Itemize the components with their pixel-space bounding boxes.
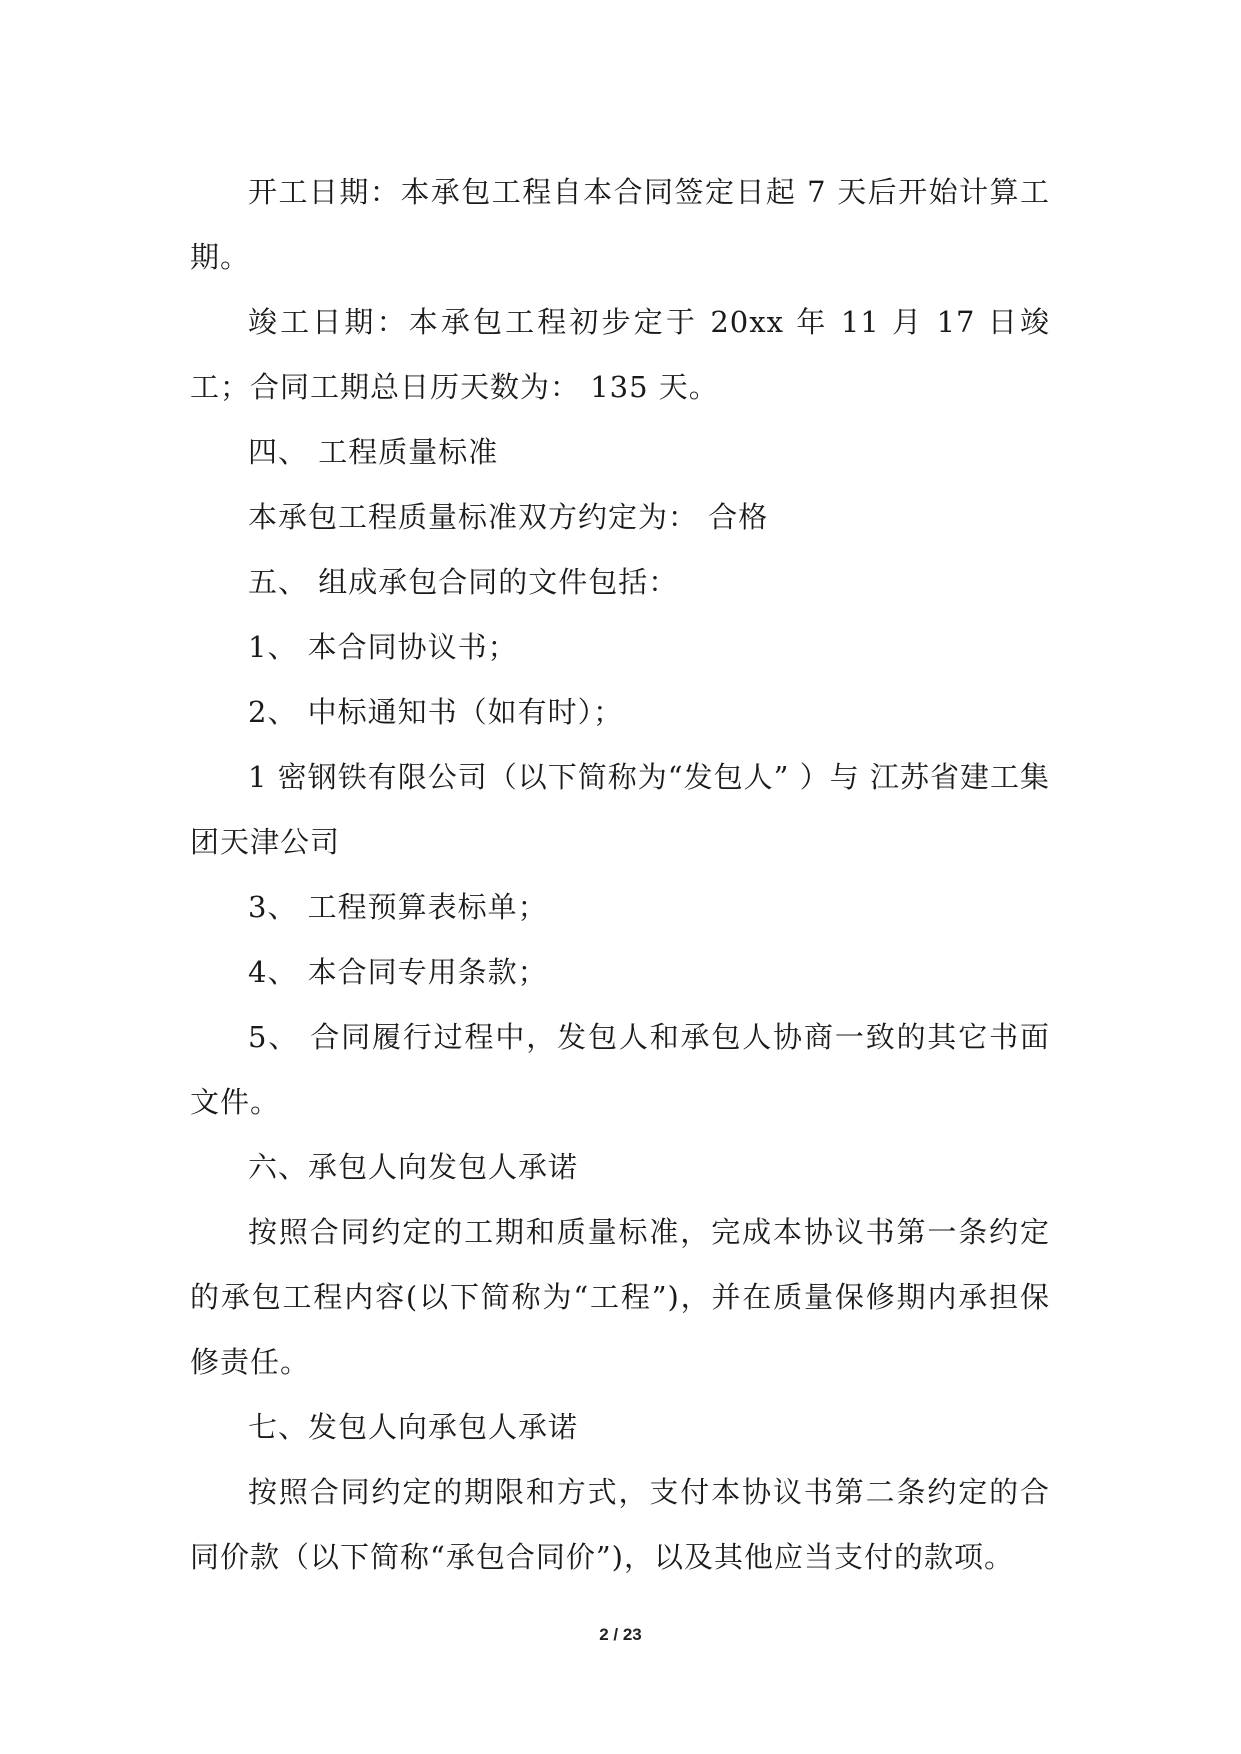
paragraph-completion-date: 竣工日期：本承包工程初步定于 20xx 年 11 月 17 日竣工；合同工期总日历天数为： 135 天。: [190, 305, 1050, 404]
section-heading-quality-standard: 四、 工程质量标准: [248, 435, 499, 469]
paragraph-quality-standard: 本承包工程质量标准双方约定为： 合格: [248, 500, 769, 534]
paragraph-parties: 1 密钢铁有限公司（以下简称为“发包人” ）与 江苏省建工集团天津公司: [190, 760, 1050, 859]
section-heading-contractor-commitment: 六、承包人向发包人承诺: [248, 1150, 579, 1184]
list-item-bid-notice: 2、 中标通知书（如有时）；: [248, 695, 624, 729]
paragraph-employer-commitment: 按照合同约定的期限和方式，支付本协议书第二条约定的合同价款（以下简称“承包合同价”)，以及其他应当支付的款项。: [190, 1475, 1050, 1574]
list-item-other-documents: 5、 合同履行过程中，发包人和承包人协商一致的其它书面文件。: [190, 1020, 1050, 1119]
list-item-agreement: 1、 本合同协议书；: [248, 630, 518, 664]
paragraph-contractor-commitment: 按照合同约定的工期和质量标准，完成本协议书第一条约定的承包工程内容(以下简称为“工程”)，并在质量保修期内承担保修责任。: [190, 1215, 1050, 1379]
section-heading-employer-commitment: 七、发包人向承包人承诺: [248, 1410, 579, 1444]
list-item-special-terms: 4、 本合同专用条款；: [248, 955, 548, 989]
paragraph-start-date: 开工日期：本承包工程自本合同签定日起 7 天后开始计算工期。: [190, 175, 1050, 274]
page-number: 2 / 23: [599, 1625, 642, 1644]
section-heading-contract-documents: 五、 组成承包合同的文件包括：: [248, 565, 679, 599]
document-body: [190, 160, 1050, 1590]
list-item-budget-sheet: 3、 工程预算表标单；: [248, 890, 548, 924]
